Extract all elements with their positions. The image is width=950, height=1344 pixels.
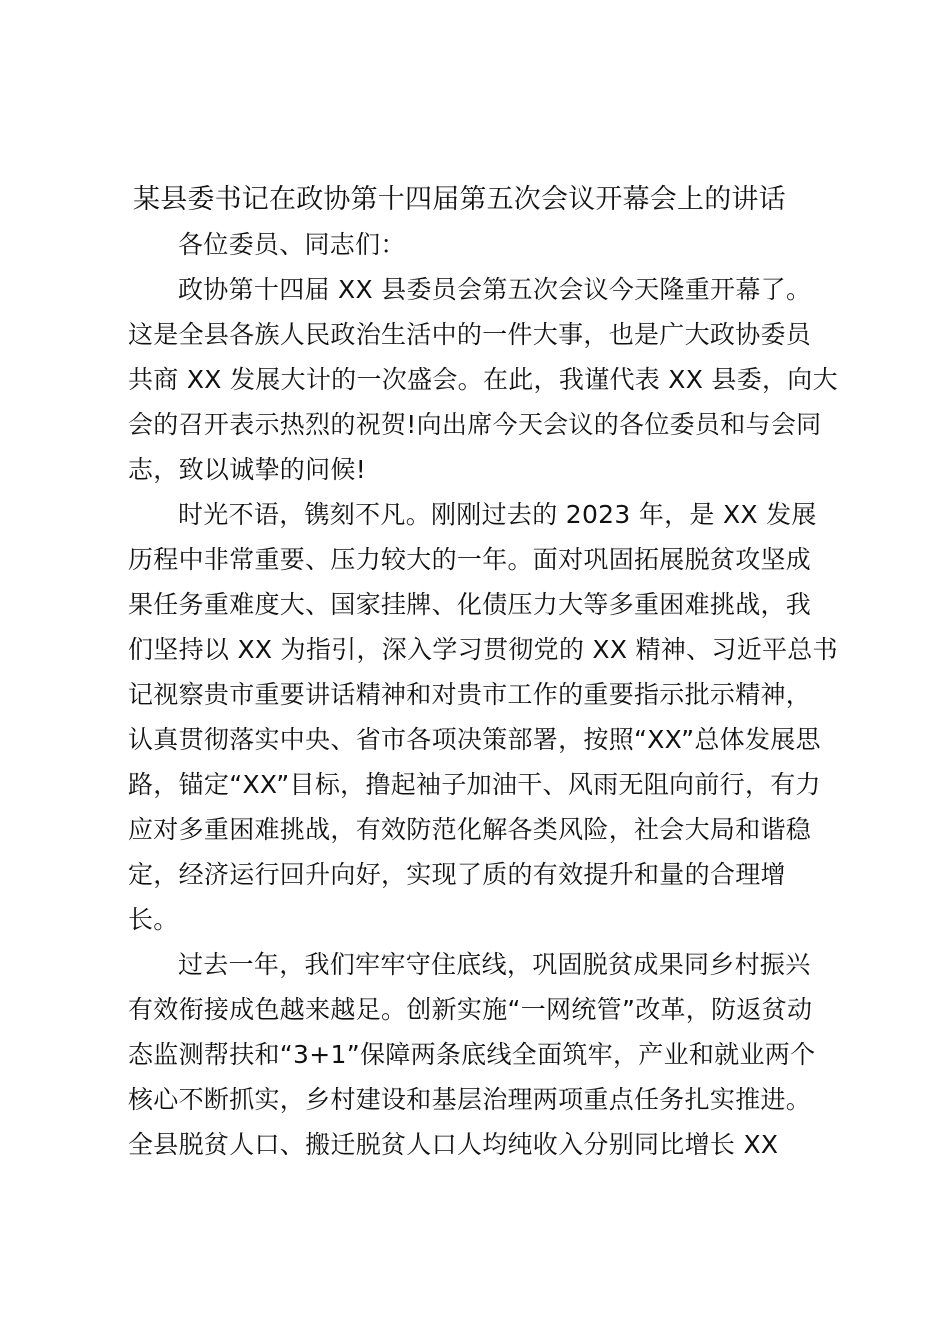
paragraph-line: 果任务重难度大、国家挂牌、化债压力大等多重困难挑战，我	[128, 590, 812, 619]
paragraph-line: 时光不语，镌刻不凡。刚刚过去的 2023 年，是 XX 发展	[178, 500, 817, 529]
paragraph-line: 共商 XX 发展大计的一次盛会。在此，我谨代表 XX 县委，向大	[128, 365, 838, 394]
paragraph-line: 定，经济运行回升向好，实现了质的有效提升和量的合理增	[128, 860, 786, 889]
greeting-line: 各位委员、同志们：	[178, 230, 406, 259]
paragraph-line: 这是全县各族人民政治生活中的一件大事，也是广大政协委员	[128, 320, 812, 349]
paragraph-line: 记视察贵市重要讲话精神和对贵市工作的重要指示批示精神，	[128, 680, 812, 709]
paragraph-line: 长。	[128, 905, 179, 934]
paragraph-line: 认真贯彻落实中央、省市各项决策部署，按照“XX”总体发展思	[128, 725, 821, 754]
paragraph-line: 历程中非常重要、压力较大的一年。面对巩固拓展脱贫攻坚成	[128, 545, 812, 574]
paragraph-line: 路，锚定“XX”目标，撸起袖子加油干、风雨无阻向前行，有力	[128, 770, 821, 799]
paragraph-line: 核心不断抓实，乡村建设和基层治理两项重点任务扎实推进。	[128, 1085, 812, 1114]
paragraph-line: 政协第十四届 XX 县委员会第五次会议今天隆重开幕了。	[178, 275, 812, 304]
paragraph-line: 会的召开表示热烈的祝贺!向出席今天会议的各位委员和与会同	[128, 410, 822, 439]
paragraph-line: 有效衔接成色越来越足。创新实施“一网统管”改革，防返贫动	[128, 995, 813, 1024]
paragraph-line: 志，致以诚挚的问候!	[128, 455, 367, 484]
paragraph-line: 态监测帮扶和“3+1”保障两条底线全面筑牢，产业和就业两个	[128, 1040, 816, 1069]
paragraph-line: 应对多重困难挑战，有效防范化解各类风险，社会大局和谐稳	[128, 815, 812, 844]
paragraph-line: 过去一年，我们牢牢守住底线，巩固脱贫成果同乡村振兴	[178, 950, 811, 979]
document-title: 某县委书记在政协第十四届第五次会议开幕会上的讲话	[133, 184, 786, 215]
paragraph-line: 全县脱贫人口、搬迁脱贫人口人均纯收入分别同比增长 XX	[128, 1130, 779, 1159]
paragraph-line: 们坚持以 XX 为指引，深入学习贯彻党的 XX 精神、习近平总书	[128, 635, 838, 664]
